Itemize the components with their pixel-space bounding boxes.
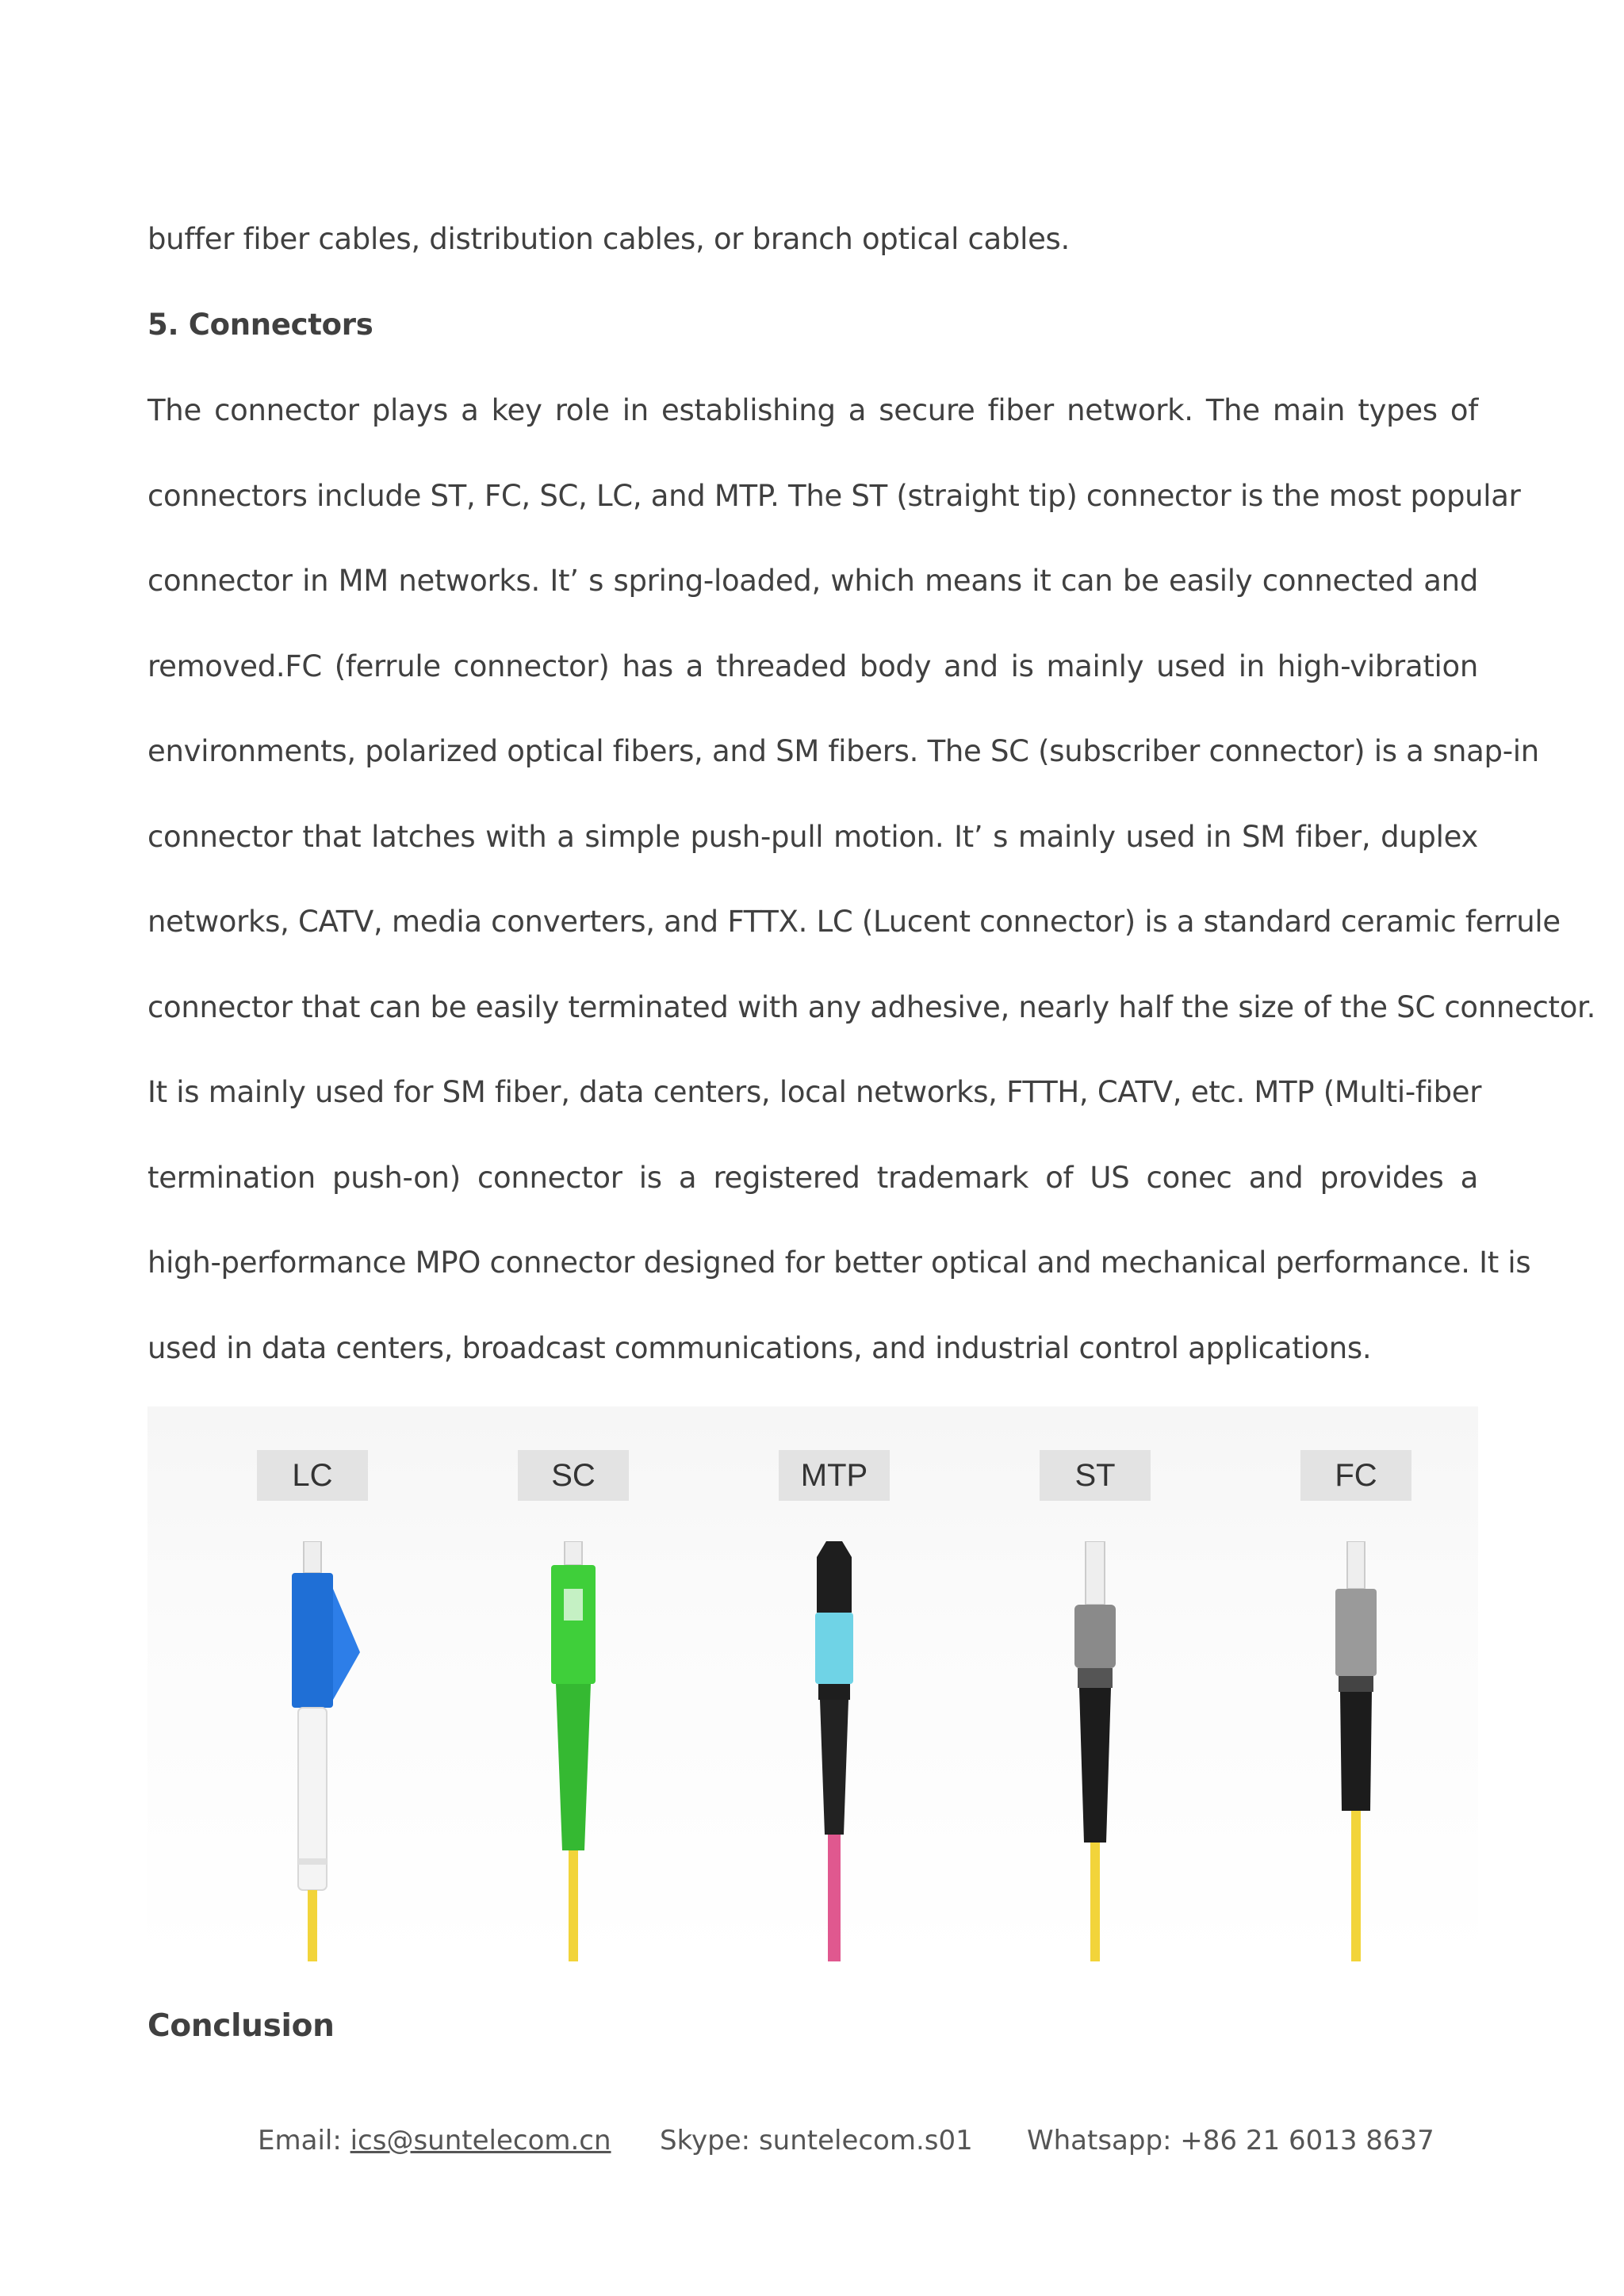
sc-connector-icon bbox=[494, 1541, 653, 1961]
lc-connector-icon bbox=[233, 1541, 392, 1961]
footer-whatsapp: Whatsapp: +86 21 6013 8637 bbox=[1027, 2125, 1434, 2156]
connector-types-image bbox=[147, 1406, 1478, 1961]
body-line: connector in MM networks. It’ s spring-loaded, which means it can be easily connected and bbox=[147, 564, 1478, 598]
connector-column-lc bbox=[233, 1406, 392, 1961]
connector-label: LC bbox=[257, 1450, 368, 1501]
footer-email bbox=[258, 2125, 611, 2156]
body-line: used in data centers, broadcast communications, and industrial control applications. bbox=[147, 1331, 1372, 1365]
section-heading: 5. Connectors bbox=[147, 308, 373, 342]
connector-label: FC bbox=[1300, 1450, 1411, 1501]
st-connector-icon bbox=[1016, 1541, 1174, 1961]
connector-label: ST bbox=[1040, 1450, 1151, 1501]
body-line: It is mainly used for SM fiber, data centers, local networks, FTTH, CATV, etc. MTP (Multi-fiber bbox=[147, 1075, 1482, 1109]
connector-label: SC bbox=[518, 1450, 629, 1501]
body-line: networks, CATV, media converters, and FTTX. LC (Lucent connector) is a standard ceramic ferrule bbox=[147, 905, 1561, 939]
conclusion-heading: Conclusion bbox=[147, 2008, 335, 2044]
body-line: removed.FC (ferrule connector) has a threaded body and is mainly used in high-vibration bbox=[147, 649, 1478, 683]
body-line: connector that latches with a simple push-pull motion. It’ s mainly used in SM fiber, duplex bbox=[147, 820, 1478, 854]
connector-column-mtp bbox=[755, 1406, 914, 1961]
paragraph-lead: buffer fiber cables, distribution cables, or branch optical cables. bbox=[147, 222, 1070, 256]
connector-column-st bbox=[1016, 1406, 1174, 1961]
mtp-connector-icon bbox=[755, 1541, 914, 1961]
connector-column-fc bbox=[1277, 1406, 1435, 1961]
body-line: environments, polarized optical fibers, and SM fibers. The SC (subscriber connector) is a snap-in bbox=[147, 734, 1539, 768]
body-line: termination push-on) connector is a registered trademark of US conec and provides a bbox=[147, 1161, 1478, 1195]
body-line: connectors include ST, FC, SC, LC, and MTP. The ST (straight tip) connector is the most popular bbox=[147, 479, 1521, 513]
body-line: The connector plays a key role in establishing a secure fiber network. The main types of bbox=[147, 393, 1478, 427]
connector-column-sc bbox=[494, 1406, 653, 1961]
body-line: connector that can be easily terminated with any adhesive, nearly half the size of the SC connector. bbox=[147, 990, 1596, 1024]
email-label: Email: bbox=[258, 2125, 350, 2156]
connector-label: MTP bbox=[779, 1450, 890, 1501]
email-link[interactable]: ics@suntelecom.cn bbox=[350, 2125, 611, 2156]
footer-skype: Skype: suntelecom.s01 bbox=[660, 2125, 973, 2156]
body-line: high-performance MPO connector designed for better optical and mechanical performance. It is bbox=[147, 1246, 1531, 1280]
fc-connector-icon bbox=[1277, 1541, 1435, 1961]
